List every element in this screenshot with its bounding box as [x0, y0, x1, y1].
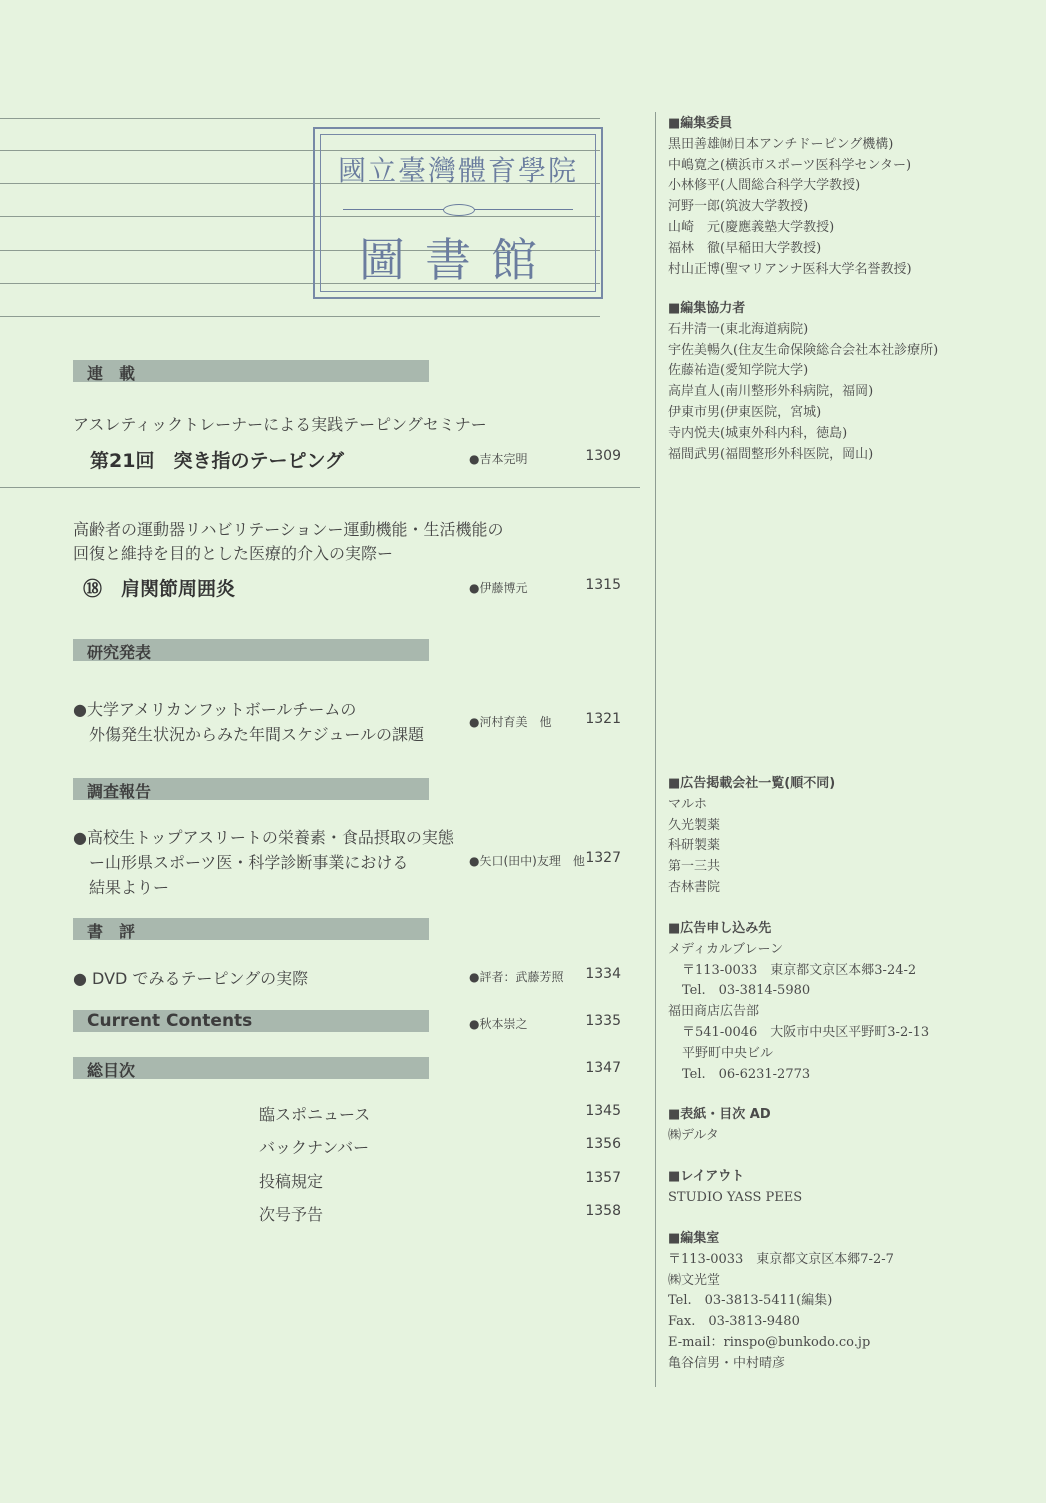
contact-address: 〒113-0033 東京都文京区本郷3-24-2 [682, 962, 917, 978]
office-company: ㈱文光堂 [668, 1272, 721, 1288]
misc-page: 1357 [585, 1170, 621, 1186]
article-title[interactable]: ●大学アメリカンフットボールチームの [73, 700, 357, 719]
cover-block [668, 1105, 771, 1147]
section-index[interactable]: 総目次 [73, 1057, 429, 1079]
article-series: 高齢者の運動器リハビリテーションー運動機能・生活機能の [73, 520, 504, 539]
article-page: 1315 [585, 577, 621, 593]
layout-credit-heading: ■レイアウト [668, 1169, 745, 1184]
article-title[interactable]: ⑱ 肩関節周囲炎 [83, 578, 236, 600]
collaborator-item: 宇佐美暢久(住友生命保険総合会社本社診療所) [668, 342, 939, 358]
office-address: 〒113-0033 東京都文京区本郷7-2-7 [668, 1251, 894, 1267]
article-title[interactable]: 第21回 突き指のテーピング [90, 450, 345, 472]
editor-item: 河野一郎(筑波大学教授) [668, 199, 809, 215]
advertiser-item: 第一三共 [668, 859, 721, 875]
editors-heading: ■編集委員 [668, 116, 733, 131]
section-review: 書 評 [73, 918, 429, 940]
contact-name: 福田商店広告部 [668, 1004, 760, 1020]
editor-item: 福林 徹(早稲田大学教授) [668, 240, 822, 256]
rule [0, 487, 640, 488]
contact-name: メディカルブレーン [668, 941, 784, 957]
section-current-contents[interactable]: Current Contents [73, 1010, 429, 1032]
article-page: 1335 [585, 1013, 621, 1029]
misc-page: 1345 [585, 1103, 621, 1119]
editor-item: 中嶋寛之(横浜市スポーツ医科学センター) [668, 157, 912, 173]
editor-item: 山崎 元(慶應義塾大学教授) [668, 219, 835, 235]
misc-page: 1356 [585, 1136, 621, 1152]
article-title[interactable]: ● DVD でみるテーピングの実際 [73, 969, 309, 988]
misc-item[interactable]: 次号予告 [259, 1205, 324, 1224]
contact-address: 〒541-0046 大阪市中央区平野町3-2-13 [682, 1024, 930, 1040]
section-survey: 調査報告 [73, 778, 429, 800]
editor-item: 黒田善雄㈶日本アンチドーピング機構) [668, 136, 894, 152]
misc-page: 1358 [585, 1203, 621, 1219]
column-divider [655, 112, 656, 1387]
advertisers-block [668, 774, 835, 899]
ad-contact-heading: ■広告申し込み先 [668, 921, 772, 936]
misc-item[interactable]: 臨スポニュース [259, 1105, 371, 1124]
article-title: ー山形県スポーツ医・科学診断事業における [89, 853, 409, 872]
stamp-ornament [343, 209, 573, 210]
collaborators-heading: ■編集協力者 [668, 301, 746, 316]
article-page: 1309 [585, 448, 621, 464]
collaborator-item: 佐藤祐造(愛知学院大学) [668, 363, 809, 379]
layout-credit-value: STUDIO YASS PEES [668, 1189, 803, 1205]
stamp-main-text: 圖書館 [359, 233, 557, 287]
section-research: 研究発表 [73, 639, 429, 661]
article-author: ●矢口(田中)友理 他 [469, 854, 585, 868]
article-title: 結果よりー [89, 878, 170, 897]
contact-tel: Tel. 03-3814-5980 [682, 983, 811, 999]
stamp-top-text: 國立臺灣體育學院 [337, 154, 578, 187]
editor-item: 村山正博(聖マリアンナ医科大学名誉教授) [668, 261, 912, 277]
editor-item: 小林修平(人間総合科学大学教授) [668, 178, 861, 194]
article-author: ●評者：武藤芳照 [469, 970, 564, 984]
office-heading: ■編集室 [668, 1231, 720, 1246]
office-email[interactable]: E-mail：rinspo@bunkodo.co.jp [668, 1334, 871, 1350]
article-author: ●秋本崇之 [469, 1017, 528, 1031]
article-page: 1327 [585, 850, 621, 866]
collaborator-item: 石井清一(東北海道病院) [668, 321, 809, 337]
article-series: 回復と維持を目的とした医療的介入の実際ー [73, 544, 394, 563]
article-series: アスレティックトレーナーによる実践テーピングセミナー [73, 415, 487, 434]
editors-block [668, 114, 912, 280]
contact-tel: Tel. 06-6231-2773 [682, 1066, 811, 1082]
article-page: 1321 [585, 711, 621, 727]
cover-value: ㈱デルタ [668, 1127, 719, 1143]
article-title: 外傷発生状況からみた年間スケジュールの課題 [89, 725, 425, 744]
layout-credit-block [668, 1167, 802, 1209]
advertiser-item: 科研製薬 [668, 838, 721, 854]
advertiser-item: 久光製薬 [668, 817, 721, 833]
cover-heading: ■表紙・目次 AD [668, 1107, 771, 1122]
article-author: ●河村育美 他 [469, 715, 552, 729]
ad-contact-block [668, 919, 929, 1085]
office-fax: Fax. 03-3813-9480 [668, 1314, 800, 1330]
office-block [668, 1229, 894, 1375]
office-staff: 亀谷信男・中村晴彦 [668, 1355, 786, 1371]
collaborator-item: 伊東市男(伊東医院，宮城) [668, 404, 822, 420]
contact-building: 平野町中央ビル [682, 1045, 774, 1061]
article-page: 1334 [585, 966, 621, 982]
advertisers-heading: ■広告掲載会社一覧(順不同) [668, 776, 836, 791]
article-author: ●吉本完明 [469, 452, 528, 466]
advertiser-item: 杏林書院 [668, 879, 721, 895]
section-serial: 連 載 [73, 360, 429, 382]
collaborators-block [668, 299, 938, 465]
article-author: ●伊藤博元 [469, 581, 528, 595]
collaborator-item: 寺内悦夫(城東外科内科，徳島) [668, 425, 848, 441]
rule [0, 118, 600, 119]
misc-item[interactable]: 投稿規定 [259, 1172, 324, 1191]
library-stamp [313, 127, 603, 299]
rule [0, 316, 600, 317]
advertiser-item: マルホ [668, 796, 708, 812]
collaborator-item: 高岸直人(南川整形外科病院，福岡) [668, 384, 874, 400]
article-title[interactable]: ●高校生トップアスリートの栄養素・食品摂取の実態 [73, 828, 454, 847]
article-page: 1347 [585, 1060, 621, 1076]
collaborator-item: 福間武男(福間整形外科医院，岡山) [668, 446, 874, 462]
misc-item[interactable]: バックナンバー [259, 1138, 370, 1157]
office-tel: Tel. 03-3813-5411(編集) [668, 1293, 833, 1309]
